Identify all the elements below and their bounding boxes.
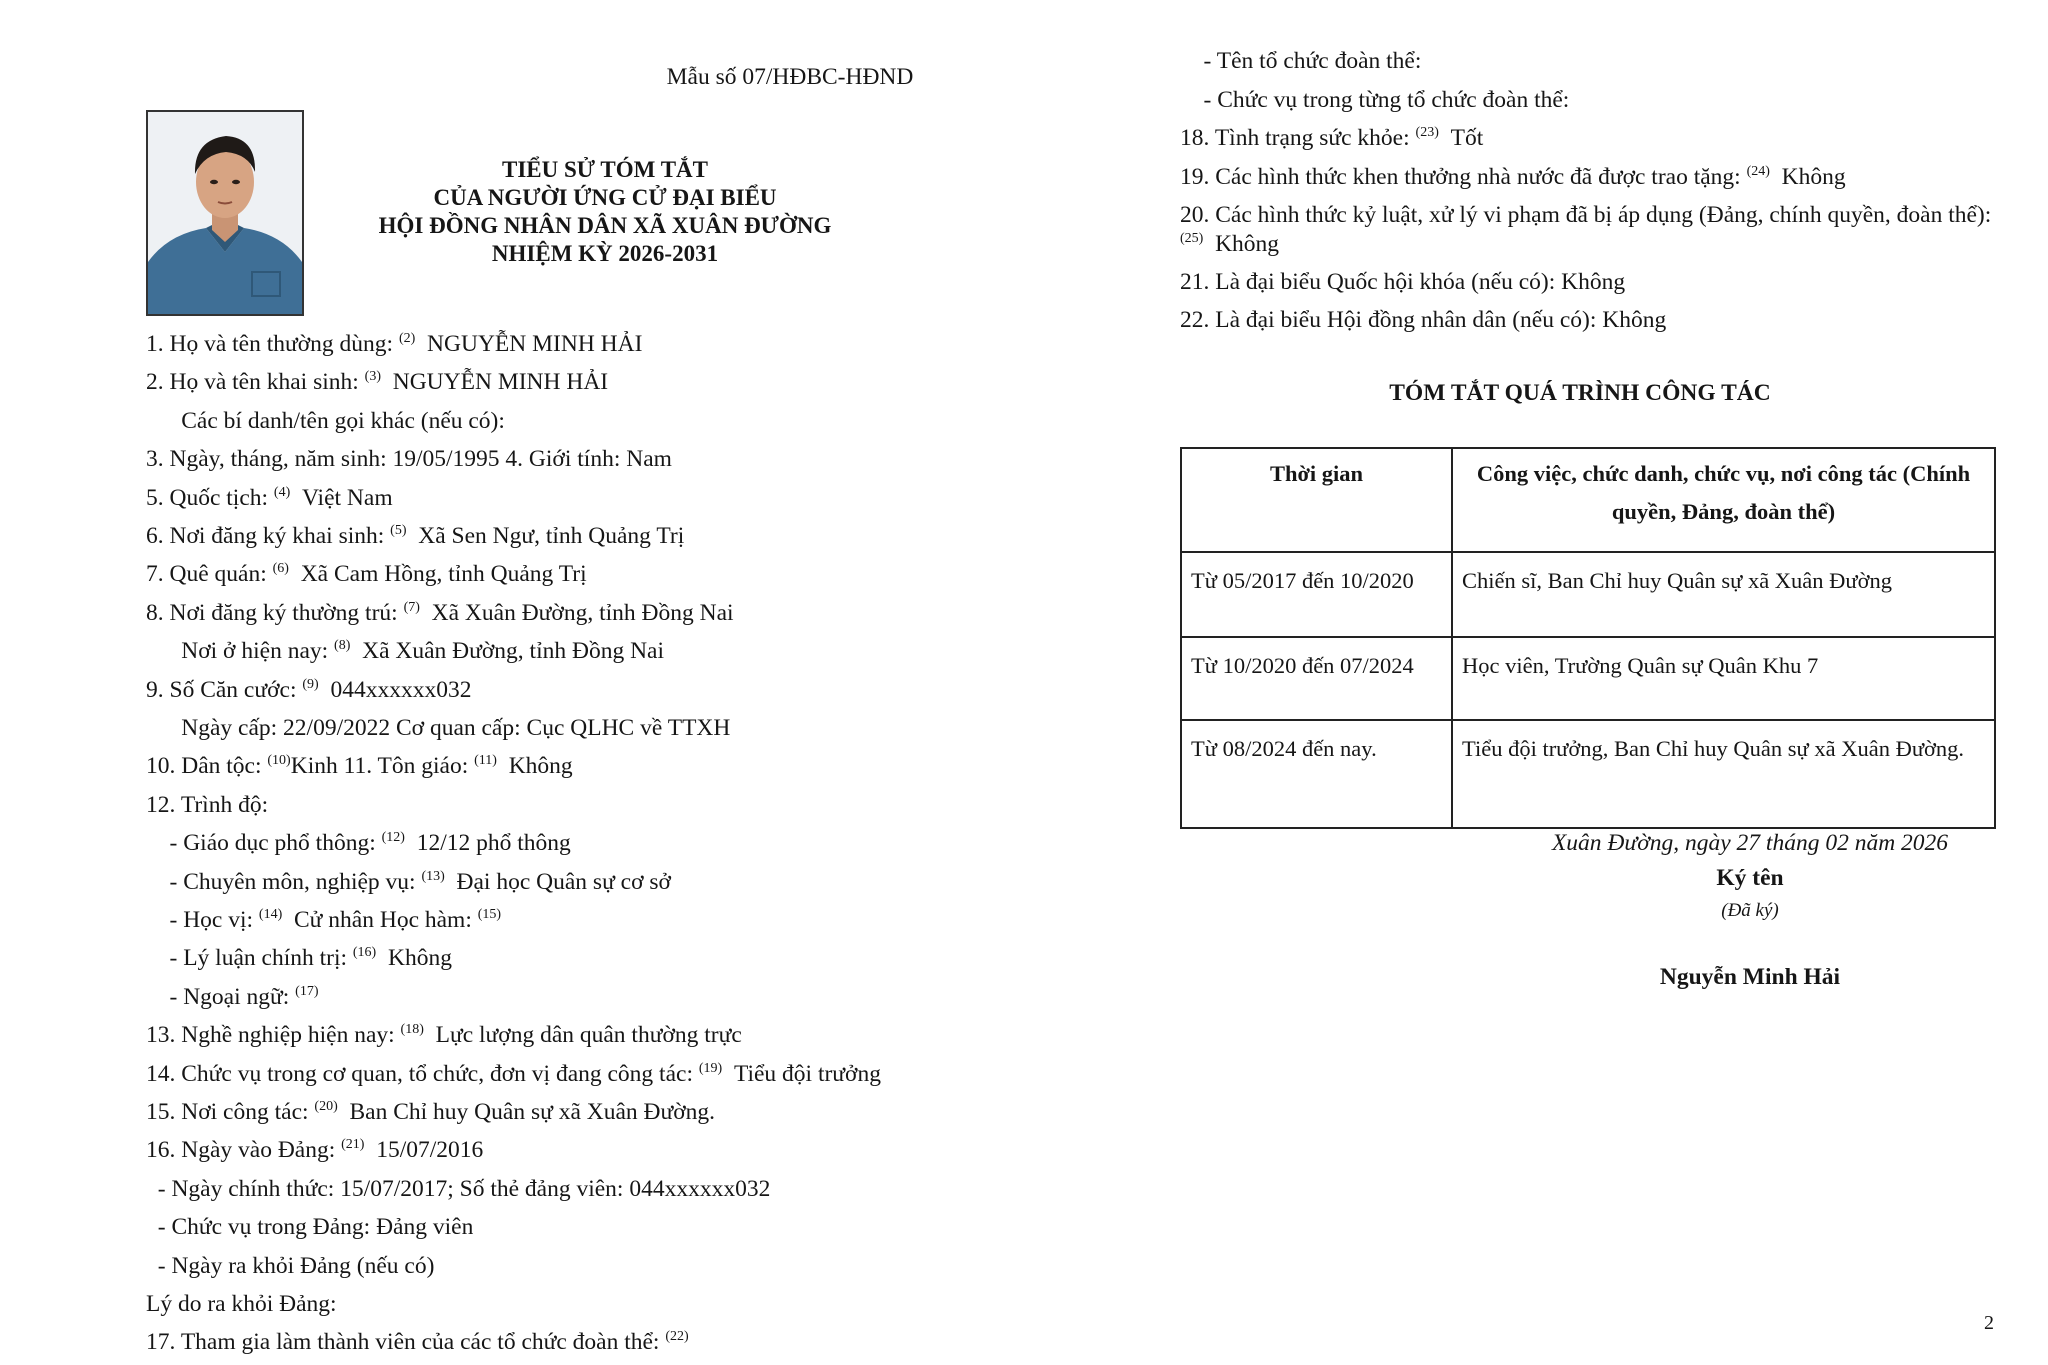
field-value: Không [1769, 163, 1846, 190]
field-line [1180, 85, 1569, 115]
footnote-marker: (7) [403, 599, 420, 615]
field-text: - Ngày ra khỏi Đảng (nếu có) [146, 1252, 435, 1279]
signature-note: (Đã ký) [1721, 900, 1779, 921]
field-value: 12/12 phổ thông [404, 830, 571, 857]
field-line [146, 406, 505, 436]
field-value: Xã Xuân Đường, tỉnh Đồng Nai [350, 638, 665, 665]
field-text: - Chức vụ trong Đảng: Đảng viên [146, 1214, 474, 1241]
page-number: 2 [1984, 1312, 1994, 1334]
footnote-marker: (22) [665, 1329, 689, 1345]
field-text: 6. Nơi đăng ký khai sinh: [146, 523, 391, 549]
signer-name: Nguyễn Minh Hải [1659, 964, 1841, 990]
field-text: 1. Họ và tên thường dùng: [146, 331, 399, 357]
period-cell: Từ 10/2020 đến 07/2024 [1181, 637, 1452, 720]
field-line [146, 636, 664, 666]
field-text: 20. Các hình thức kỷ luật, xử lý vi phạm đã bị áp dụng (Đảng, chính quyền, đoàn thể): [1180, 202, 1992, 229]
field-value: NGUYỄN MINH HẢI [415, 331, 643, 357]
portrait-photo [146, 110, 304, 316]
field-line [146, 828, 571, 858]
field-line [146, 1174, 770, 1204]
work-cell: Tiểu đội trưởng, Ban Chỉ huy Quân sự xã Xuân Đường. [1452, 720, 1995, 828]
field-line [146, 329, 642, 359]
field-value: Không [376, 945, 452, 972]
footnote-marker: (3) [364, 369, 381, 385]
field-text: 19. Các hình thức khen thưởng nhà nước đã được trao tặng: [1180, 163, 1747, 190]
field-text: - Chuyên môn, nghiệp vụ: [146, 868, 422, 895]
field-value: Tốt [1438, 125, 1484, 152]
field-line [146, 559, 587, 589]
period-cell: Từ 05/2017 đến 10/2020 [1181, 552, 1452, 637]
field-line [1180, 267, 1625, 297]
field-line [1180, 162, 1846, 192]
footnote-marker: (17) [295, 983, 319, 999]
field-text: - Tên tổ chức đoàn thể: [1180, 48, 1422, 74]
footnote-marker: (11) [474, 753, 497, 769]
footnote-marker: (24) [1746, 163, 1770, 179]
field-text: 5. Quốc tịch: [146, 484, 274, 511]
field-text: 2. Họ và tên khai sinh: [146, 369, 365, 396]
field-text: 21. Là đại biểu Quốc hội khóa (nếu có): Không [1180, 268, 1626, 295]
footnote-marker: (20) [314, 1099, 338, 1114]
footnote-marker: (8) [334, 638, 351, 654]
field-line [146, 1212, 473, 1242]
field-line [146, 1097, 715, 1127]
footnote-marker: (16) [352, 945, 377, 961]
table-row [1181, 552, 1995, 637]
field-text: 18. Tình trạng sức khỏe: [1180, 125, 1416, 152]
field-value: 044xxxxxx032 [318, 676, 472, 703]
field-text: 10. Dân tộc: [146, 753, 268, 780]
field-value: Xã Cam Hồng, tỉnh Quảng Trị [288, 561, 587, 588]
field-line [146, 1135, 483, 1165]
footnote-marker: (9) [302, 676, 319, 692]
field-value: Lực lượng dân quân thường trực [423, 1022, 742, 1049]
field-text: - Học vị: [146, 907, 259, 933]
footnote-marker: (14) [258, 907, 283, 922]
header-period: Thời gian [1181, 448, 1452, 552]
field-text: 13. Nghề nghiệp hiện nay: [146, 1022, 401, 1049]
field-line [146, 444, 672, 474]
field-text: - Lý luận chính trị: [146, 945, 353, 972]
field-line [146, 1020, 742, 1050]
field-text: 15. Nơi công tác: [146, 1099, 315, 1125]
title-line-1: TIỂU SỬ TÓM TẮT [502, 157, 708, 182]
field-text: - Chức vụ trong từng tổ chức đoàn thể: [1180, 86, 1570, 113]
field-line [146, 1251, 434, 1281]
footnote-marker: (18) [400, 1022, 424, 1038]
footnote-marker: (12) [381, 830, 405, 846]
document-title [330, 156, 880, 268]
field-value: Không [496, 753, 573, 780]
field-value: Đại học Quân sự cơ sở [444, 868, 671, 895]
work-cell: Chiến sĩ, Ban Chỉ huy Quân sự xã Xuân Đường [1452, 552, 1995, 637]
field-line [146, 1289, 337, 1319]
field-line [146, 905, 501, 935]
field-text: 14. Chức vụ trong cơ quan, tổ chức, đơn vị đang công tác: [146, 1060, 699, 1087]
footnote-marker: (2) [398, 331, 416, 346]
field-text: 17. Tham gia làm thành viên của các tổ chức đoàn thể: [146, 1329, 666, 1356]
header-work: Công việc, chức danh, chức vụ, nơi công tác (Chính quyền, Đảng, đoàn thể) [1452, 448, 1995, 552]
table-row [1181, 637, 1995, 720]
field-line [146, 713, 730, 743]
field-text: Các bí danh/tên gọi khác (nếu có): [146, 407, 505, 434]
field-line [1180, 305, 1666, 335]
work-history-table [1180, 447, 1996, 829]
portrait-image [148, 112, 302, 314]
field-value: Tiểu đội trưởng [722, 1060, 881, 1087]
period-cell: Từ 08/2024 đến nay. [1181, 720, 1452, 828]
field-text: 16. Ngày vào Đảng: [146, 1137, 342, 1164]
footnote-marker: (6) [272, 561, 289, 577]
work-cell: Học viên, Trường Quân sự Quân Khu 7 [1452, 637, 1995, 720]
field-line [1180, 46, 1421, 76]
field-text: 9. Số Căn cước: [146, 676, 303, 703]
field-value: NGUYỄN MINH HẢI [380, 369, 609, 396]
field-line [1180, 123, 1483, 153]
title-line-2: CỦA NGƯỜI ỨNG CỬ ĐẠI BIỂU [433, 185, 777, 210]
field-line [146, 982, 318, 1012]
field-value: Ban Chỉ huy Quân sự xã Xuân Đường. [337, 1099, 716, 1125]
footnote-marker: (15) [477, 907, 502, 922]
field-text: Lý do ra khỏi Đảng: [146, 1291, 337, 1317]
field-text: - Giáo dục phổ thông: [146, 830, 382, 857]
field-line [146, 483, 393, 513]
field-text: 7. Quê quán: [146, 561, 273, 588]
field-line [146, 367, 608, 397]
signature-block [1460, 826, 2040, 991]
field-value: Xã Xuân Đường, tỉnh Đồng Nai [419, 599, 734, 626]
field-text: Nơi ở hiện nay: [146, 638, 335, 665]
title-line-3: HỘI ĐỒNG NHÂN DÂN XÃ XUÂN ĐƯỜNG [378, 213, 832, 238]
footnote-marker: (25) [1180, 231, 1204, 246]
field-value: Xã Sen Ngư, tỉnh Quảng Trị [406, 523, 685, 549]
field-text: - Ngoại ngữ: [146, 983, 296, 1010]
field-text: 8. Nơi đăng ký thường trú: [146, 599, 404, 626]
field-text: - Ngày chính thức: 15/07/2017; Số thẻ đảng viên: 044xxxxxx032 [146, 1175, 771, 1202]
field-text: Ngày cấp: 22/09/2022 Cơ quan cấp: Cục QLHC về TTXH [146, 715, 731, 741]
field-line [146, 675, 471, 705]
footnote-marker: (23) [1415, 125, 1439, 141]
field-line [146, 521, 684, 551]
field-text: 3. Ngày, tháng, năm sinh: 19/05/1995 4. Giới tính: Nam [146, 446, 672, 473]
field-line [146, 1059, 881, 1089]
field-text: 12. Trình độ: [146, 791, 269, 818]
field-line [146, 790, 268, 820]
field-line [146, 1327, 689, 1357]
signature-label: Ký tên [1716, 865, 1784, 891]
footnote-marker: (4) [273, 484, 291, 500]
title-line-4: NHIỆM KỲ 2026-2031 [491, 241, 719, 266]
field-value: Không [1203, 231, 1280, 257]
field-value: Việt Nam [290, 484, 393, 511]
work-history-title: TÓM TẮT QUÁ TRÌNH CÔNG TÁC [1389, 380, 1771, 406]
field-value: 15/07/2016 [364, 1137, 484, 1164]
field-line [146, 751, 573, 781]
field-line [146, 867, 671, 897]
field-value: Kinh 11. Tôn giáo: [290, 753, 475, 780]
field-line [146, 943, 452, 973]
footnote-marker: (21) [341, 1137, 365, 1153]
field-line [1180, 200, 1991, 230]
field-text: 22. Là đại biểu Hội đồng nhân dân (nếu có): Không [1180, 307, 1667, 334]
table-header-row [1181, 448, 1995, 552]
footnote-marker: (19) [698, 1060, 723, 1076]
form-number: Mẫu số 07/HĐBC-HĐND [666, 64, 914, 90]
field-line [1180, 229, 1279, 259]
footnote-marker: (5) [390, 523, 407, 538]
field-value: Cử nhân Học hàm: [282, 907, 478, 933]
footnote-marker: (10) [267, 753, 291, 769]
signature-place-date: Xuân Đường, ngày 27 tháng 02 năm 2026 [1551, 830, 1949, 856]
footnote-marker: (13) [421, 868, 445, 884]
table-row [1181, 720, 1995, 828]
field-line [146, 598, 734, 628]
